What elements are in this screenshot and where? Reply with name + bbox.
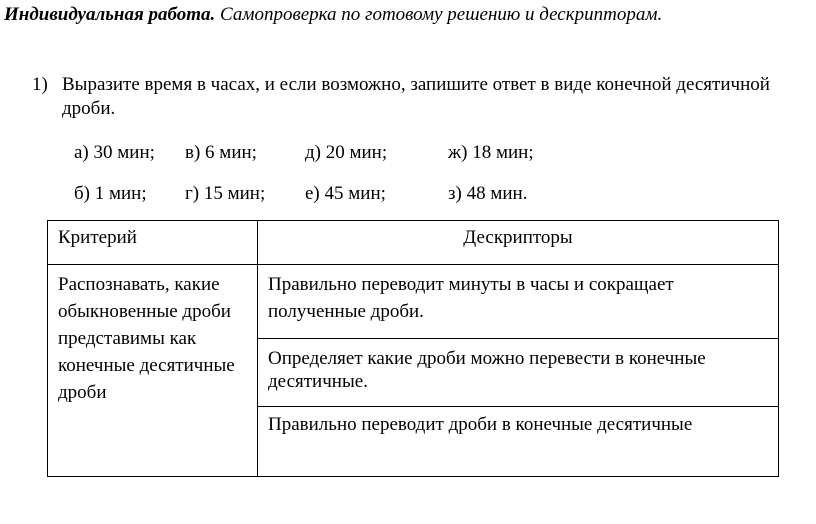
descriptors-header: Дескрипторы xyxy=(258,221,779,265)
descriptor-cell-1: Правильно переводит минуты в часы и сокращает полученные дроби. xyxy=(258,265,779,339)
task-text: Выразите время в часах, и если возможно, запишите ответ в виде конечной десятичной дроби. xyxy=(62,74,770,119)
table-row xyxy=(48,265,779,339)
option-z: з) 48 мин. xyxy=(448,183,528,204)
worksheet-heading xyxy=(4,4,662,26)
option-zh: ж) 18 мин; xyxy=(448,142,534,163)
descriptor-cell-3: Правильно переводит дроби в конечные десятичные xyxy=(258,407,779,477)
option-a: а) 30 мин; xyxy=(74,142,155,163)
table-header-row xyxy=(48,221,779,265)
option-g: г) 15 мин; xyxy=(185,183,266,204)
heading-bold: Индивидуальная работа. xyxy=(4,4,216,25)
option-v: в) 6 мин; xyxy=(185,142,257,163)
option-d: д) 20 мин; xyxy=(305,142,388,163)
task-number: 1) xyxy=(32,74,48,95)
heading-rest: Самопроверка по готовому решению и дескрипторам. xyxy=(215,4,663,25)
descriptor-table xyxy=(47,220,779,477)
option-b: б) 1 мин; xyxy=(74,183,147,204)
criterion-header: Критерий xyxy=(48,221,258,265)
descriptor-cell-2: Определяет какие дроби можно перевести в конечные десятичные. xyxy=(258,339,779,407)
option-e: е) 45 мин; xyxy=(305,183,386,204)
criterion-cell: Распознавать, какие обыкновенные дроби представимы как конечные десятичные дроби xyxy=(48,265,258,477)
